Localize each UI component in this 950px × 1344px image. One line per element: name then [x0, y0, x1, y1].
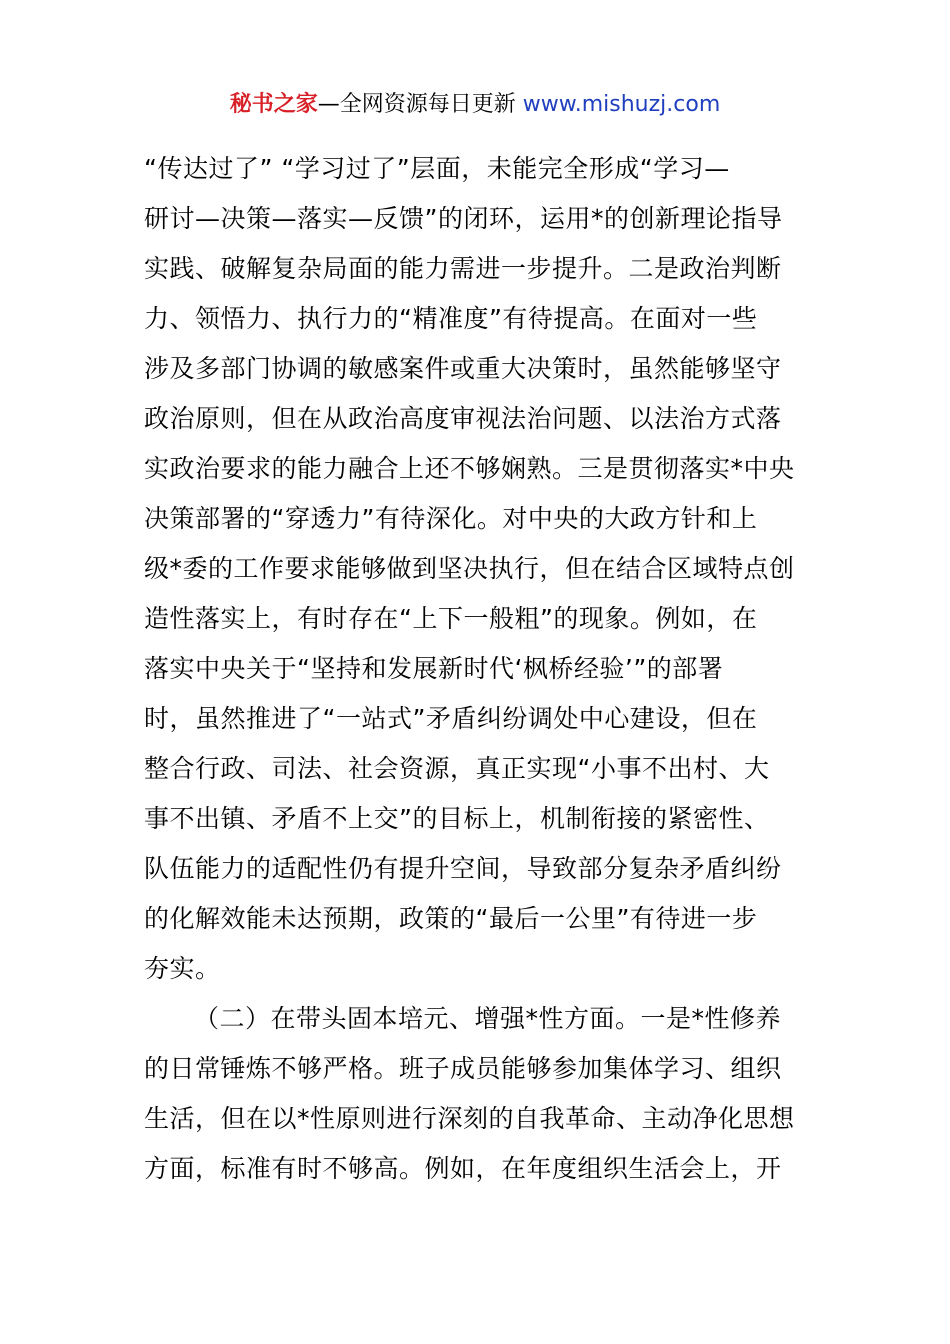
- text-line: 研讨—决策—落实—反馈”的闭环，运用*的创新理论指导: [144, 204, 783, 233]
- text-line: 级*委的工作要求能够做到坚决执行，但在结合区域特点创: [144, 554, 795, 583]
- text-line: 生活，但在以*性原则进行深刻的自我革命、主动净化思想: [144, 1104, 795, 1133]
- text-line: 整合行政、司法、社会资源，真正实现“小事不出村、大: [144, 754, 770, 783]
- text-line: 实政治要求的能力融合上还不够娴熟。三是贯彻落实*中央: [144, 454, 795, 483]
- section-heading-line: （二）在带头固本培元、增强*性方面。一是*性修养: [194, 1004, 782, 1033]
- document-body: [144, 144, 814, 1194]
- text-line: 方面，标准有时不够高。例如，在年度组织生活会上，开: [144, 1154, 782, 1183]
- text-line: 的化解效能未达预期，政策的“最后一公里”有待进一步: [144, 904, 758, 933]
- text-line: 的日常锤炼不够严格。班子成员能够参加集体学习、组织: [144, 1054, 782, 1083]
- text-line: 夯实。: [144, 954, 221, 983]
- text-line: 队伍能力的适配性仍有提升空间，导致部分复杂矛盾纠纷: [144, 854, 782, 883]
- text-line: 力、领悟力、执行力的“精准度”有待提高。在面对一些: [144, 304, 758, 333]
- text-line: 实践、破解复杂局面的能力需进一步提升。二是政治判断: [144, 254, 782, 283]
- page-header: [0, 88, 950, 122]
- text-line: 落实中央关于“坚持和发展新时代‘枫桥经验’”的部署: [144, 654, 724, 683]
- text-line: 造性落实上，有时存在“上下一般粗”的现象。例如，在: [144, 604, 758, 633]
- text-line: 时，虽然推进了“一站式”矛盾纠纷调处中心建设，但在: [144, 704, 758, 733]
- text-line: 涉及多部门协调的敏感案件或重大决策时，虽然能够坚守: [144, 354, 782, 383]
- text-line: “传达过了” “学习过了”层面，未能完全形成“学习—: [144, 154, 730, 183]
- text-line: 决策部署的“穿透力”有待深化。对中央的大政方针和上: [144, 504, 758, 533]
- site-url-link[interactable]: www.mishuzj.com: [522, 92, 721, 117]
- text-line: 政治原则，但在从政治高度审视法治问题、以法治方式落: [144, 404, 782, 433]
- text-line: 事不出镇、矛盾不上交”的目标上，机制衔接的紧密性、: [144, 804, 770, 833]
- header-tagline: —全网资源每日更新: [317, 92, 516, 117]
- brand-name: 秘书之家: [229, 92, 318, 117]
